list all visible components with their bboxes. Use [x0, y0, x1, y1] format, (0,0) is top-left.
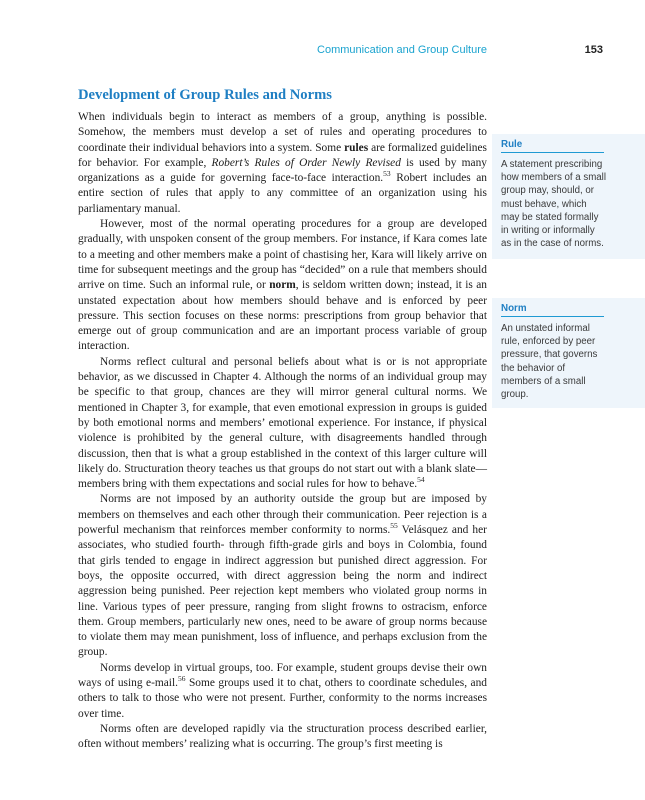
- glossary-definition-rule: A statement prescribing how members of a small group may, should, or must behave, which may be stated formally in writing or informally as in the case of norms.: [501, 159, 606, 250]
- running-header: [300, 44, 603, 60]
- paragraph-1-text-a: When individuals begin to interact as members of a group, anything is possible. Somehow, the members must develop a set of rules and operating procedures to coordinate their individual behaviors into a system. Some: [78, 111, 487, 154]
- paragraph-6-text-a: Norms often are developed rapidly via the structuration process described earlier, often without members’ realizing what is occurring. The group’s first meeting is: [78, 722, 487, 751]
- paragraph-4-text-b: Velásquez and her associates, who studied fourth- through fifth-grade girls and boys in Colombia, found that girls tended to engage in indirect aggression but punished direct aggression. For boys, the opposite occurred, with direct aggression being the norm and indirect aggression being punished. Peer rejection kept members who violated group norms in line. Various types of peer pressure, ranging from slight frowns to ostracism, enforce them. Group members, particularly new ones, need to be aware of group norms because to violate them may mean punishment, loss of influence, and perhaps exclusion from the group.: [78, 524, 487, 659]
- paragraph-5: [78, 661, 487, 722]
- paragraph-2: [78, 217, 487, 355]
- glossary-box-norm: [492, 298, 645, 408]
- section-heading: Development of Group Rules and Norms: [78, 87, 332, 103]
- endnote-ref-56: 56: [177, 674, 186, 684]
- paragraph-2-text-a: However, most of the normal operating procedures for a group are developed gradually, with unspoken consent of the group members. For instance, if Kara comes late to a meeting and other members make a point of chastising her, Kara will likely arrive on time for subsequent meetings and the group has “decided” on a rule that members should arrive on time. Such an informal rule, or: [78, 218, 487, 292]
- glossary-term-rule: Rule: [501, 139, 604, 153]
- paragraph-1: [78, 110, 487, 217]
- glossary-definition-norm: An unstated informal rule, enforced by peer pressure, that governs the behavior of members of a small group.: [501, 323, 598, 401]
- paragraph-1-text-f: Robert includes an entire section of rules that apply to any committee of an organization using his parliamentary manual.: [78, 172, 487, 215]
- paragraph-5-text-b: Some groups used it to chat, others to coordinate schedules, and others to talk to those who were not present. Further, conformity to the norms increases over time.: [78, 676, 487, 720]
- paragraph-5-text-a: Norms develop in virtual groups, too. For example, student groups devise their own ways of using e-mail.: [78, 661, 487, 689]
- main-text-column: [78, 86, 487, 752]
- glossary-box-rule: [492, 134, 645, 259]
- paragraph-6: [78, 722, 487, 753]
- key-term-norm: norm: [269, 279, 296, 292]
- endnote-ref-53: 53: [383, 169, 391, 179]
- paragraph-4: [78, 492, 487, 660]
- paragraph-3-text-a: Norms reflect cultural and personal beliefs about what is or is not appropriate behavior, as we discussed in Chapter 4. Although the norms of an individual group may be specific to that group, chances are they will mirror general cultural norms. We mentioned in Chapter 3, for example, that even emotional expression in groups is guided by both emotional norms and members’ emotional experience. For instance, if physical violence is prohibited by the general culture, with disagreements handled through discussion, then that is what a group established in the context of this larger culture will likely do. Structuration theory teaches us that groups do not start out with a blank slate—members bring with them expectations and social rules for how to behave.: [78, 355, 487, 491]
- running-header-section-title: Communication and Group Culture: [317, 44, 487, 56]
- paragraph-1-text-e: is used by many organizations as a guide for governing face-to-face interaction.: [78, 156, 487, 185]
- glossary-term-norm: Norm: [501, 303, 604, 317]
- book-title-roberts-rules: Robert’s Rules of Order Newly Revised: [211, 156, 401, 169]
- paragraph-2-text-c: , is seldom written down; instead, it is an unstated expectation about how members should behave and is enforced by peer pressure. This section focuses on these norms: prescriptions from group behavior that emerge out of group communication and are an important process variable of group interaction.: [78, 279, 487, 353]
- paragraph-3: [78, 355, 487, 493]
- paragraph-4-text-a: Norms are not imposed by an authority outside the group but are imposed by members on themselves and each other through their communication. Peer rejection is a powerful mechanism that reinforces member conformity to norms.: [78, 493, 487, 537]
- paragraph-1-text-c: are formalized guidelines for behavior. For example,: [78, 141, 487, 169]
- endnote-ref-55: 55: [390, 521, 398, 531]
- endnote-ref-54: 54: [417, 475, 425, 485]
- key-term-rules: rules: [344, 141, 369, 154]
- page-number: 153: [584, 44, 603, 56]
